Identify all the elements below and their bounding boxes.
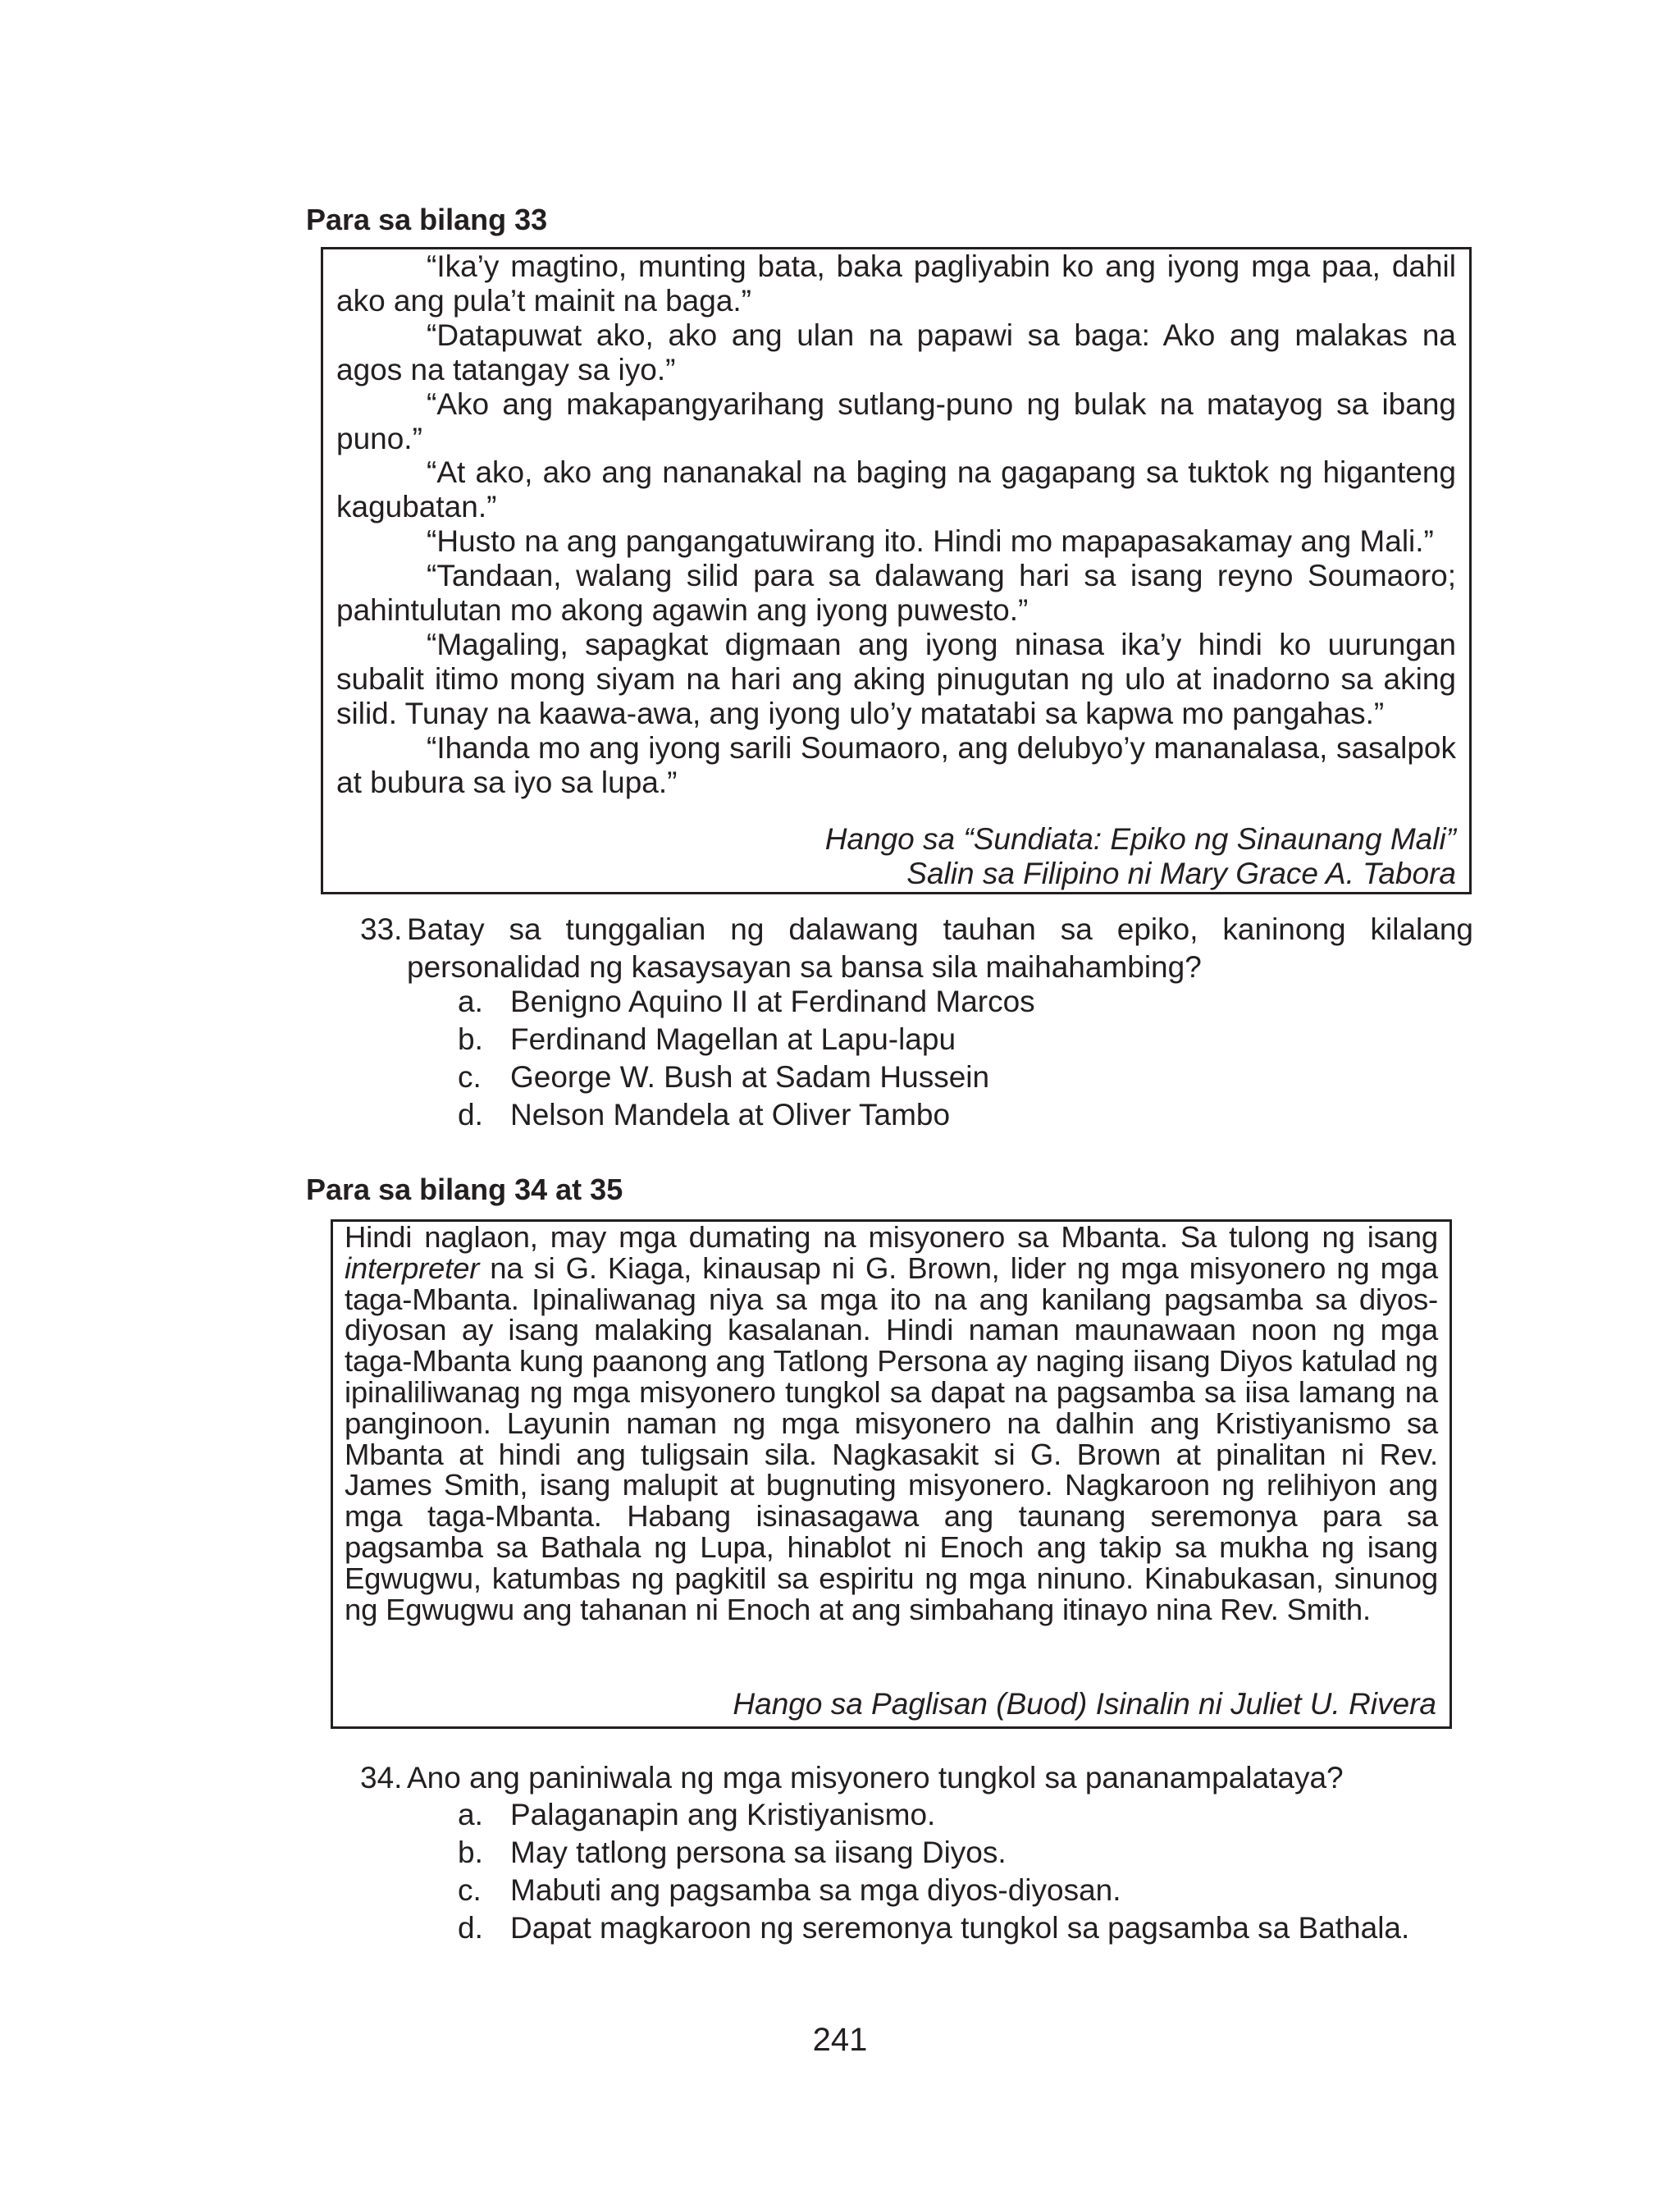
- choice-text: Nelson Mandela at Oliver Tambo: [510, 1098, 951, 1132]
- choice-text: George W. Bush at Sadam Hussein: [510, 1060, 990, 1094]
- passage-box-34-35: [331, 1219, 1452, 1729]
- choice-letter: a.: [458, 985, 483, 1018]
- passage-text: na si G. Kiaga, kinausap ni G. Brown, lider ng mga misyonero ng mga taga-Mbanta. Ipinaliwanag niya sa mga ito na ang kanilang pagsamba sa diyos-diyosan ay isang malaking kasalanan. Hindi naman maunawaan noon ng mga taga-Mbanta kung paanong ang Tatlong Persona ay naging iisang Diyos katulad ng ipinaliliwanag ng mga misyonero tungkol sa dapat na pagsamba sa iisa lamang na panginoon. Layunin naman ng mga misyonero na dalhin ang Kristiyanismo sa Mbanta at hindi ang tuligsain sila. Nagkasakit si G. Brown at pinalitan ni Rev. James Smith, isang malupit at bugnuting misyonero. Nagkaroon ng relihiyon ang mga taga-Mbanta. Habang isinasagawa ang taunang seremonya para sa pagsamba sa Bathala ng Lupa, hinablot ni Enoch ang takip sa mukha ng isang Egwugwu, katumbas ng pagkitil sa espiritu ng mga ninuno. Kinabukasan, sinunog ng Egwugwu ang tahanan ni Enoch at ang simbahang itinayo nina Rev. Smith.: [345, 1250, 1438, 1626]
- choices-34: [458, 1796, 1475, 1952]
- section-heading-33: Para sa bilang 33: [306, 203, 548, 236]
- passage-line: “Ako ang makapangyarihang sutlang-puno ng bulak na matayog sa ibang puno.”: [336, 386, 1456, 455]
- question-34: [360, 1759, 1476, 1800]
- passage-line: “Datapuwat ako, ako ang ulan na papawi sa baga: Ako ang malakas na agos na tatangay sa iyo.”: [336, 318, 1456, 386]
- passage-line: “Ihanda mo ang iyong sarili Soumaoro, ang delubyo’y mananalasa, sasalpok at bubura sa iyo sa lupa.”: [336, 730, 1456, 799]
- passage-box-33: [321, 247, 1472, 894]
- source-citation: [733, 1687, 1436, 1721]
- question-text: Batay sa tunggalian ng dalawang tauhan sa epiko, kaninong kilalang personalidad ng kasaysayan sa bansa sila maihahambing?: [407, 912, 1473, 984]
- passage-italic-term: interpreter: [345, 1250, 480, 1285]
- question-33: [360, 911, 1476, 993]
- choice-text: Palaganapin ang Kristiyanismo.: [510, 1798, 936, 1831]
- choice-text: May tatlong persona sa iisang Diyos.: [510, 1836, 1007, 1869]
- source-line-1: Hango sa “Sundiata: Epiko ng Sinaunang Mali”: [824, 822, 1456, 856]
- narrative-excerpt: [345, 1222, 1438, 1625]
- choice-letter: d.: [458, 1911, 483, 1945]
- choice-text: Dapat magkaroon ng seremonya tungkol sa pagsamba sa Bathala.: [510, 1911, 1410, 1945]
- question-text: Ano ang paniniwala ng mga misyonero tungkol sa pananampalataya?: [407, 1761, 1344, 1795]
- choice-letter: b.: [458, 1836, 483, 1869]
- choice-letter: d.: [458, 1098, 483, 1132]
- choices-33: [458, 983, 1442, 1139]
- passage-text: Hindi naglaon, may mga dumating na misyonero sa Mbanta. Sa tulong ng isang: [345, 1220, 1438, 1254]
- source-line-2: Salin sa Filipino ni Mary Grace A. Tabora: [906, 857, 1456, 890]
- source-line: Hango sa Paglisan (Buod) Isinalin ni Juliet U. Rivera: [733, 1687, 1436, 1721]
- passage-line: “Husto na ang pangangatuwirang ito. Hindi mo mapapasakamay ang Mali.”: [427, 524, 1434, 559]
- epic-excerpt: [336, 249, 1456, 800]
- question-number: 34.: [360, 1761, 403, 1795]
- source-citation: [825, 822, 1456, 891]
- choice-letter: c.: [458, 1060, 482, 1094]
- choice-text: Ferdinand Magellan at Lapu-lapu: [510, 1022, 956, 1056]
- passage-line: “Magaling, sapagkat digmaan ang iyong ninasa ika’y hindi ko uurungan subalit itimo mong siyam na hari ang aking pinugutan ng ulo at inadorno sa aking silid. Tunay na kaawa-awa, ang iyong ulo’y matatabi sa kapwa mo pangahas.”: [336, 627, 1456, 730]
- choice-letter: a.: [458, 1798, 483, 1831]
- page-number: 241: [812, 2022, 868, 2058]
- section-heading-34-35: Para sa bilang 34 at 35: [306, 1173, 623, 1206]
- choice-letter: b.: [458, 1022, 483, 1056]
- choice-text: Benigno Aquino II at Ferdinand Marcos: [510, 985, 1035, 1018]
- choice-letter: c.: [458, 1873, 482, 1907]
- choice-text: Mabuti ang pagsamba sa mga diyos-diyosan.: [510, 1873, 1121, 1907]
- question-number: 33.: [360, 912, 403, 946]
- passage-line: “Tandaan, walang silid para sa dalawang hari sa isang reyno Soumaoro; pahintulutan mo akong agawin ang iyong puwesto.”: [336, 559, 1456, 628]
- passage-line: “Ika’y magtino, munting bata, baka pagliyabin ko ang iyong mga paa, dahil ako ang pula’t mainit na baga.”: [336, 249, 1456, 318]
- passage-line: “At ako, ako ang nananakal na baging na gagapang sa tuktok ng higanteng kagubatan.”: [336, 455, 1456, 524]
